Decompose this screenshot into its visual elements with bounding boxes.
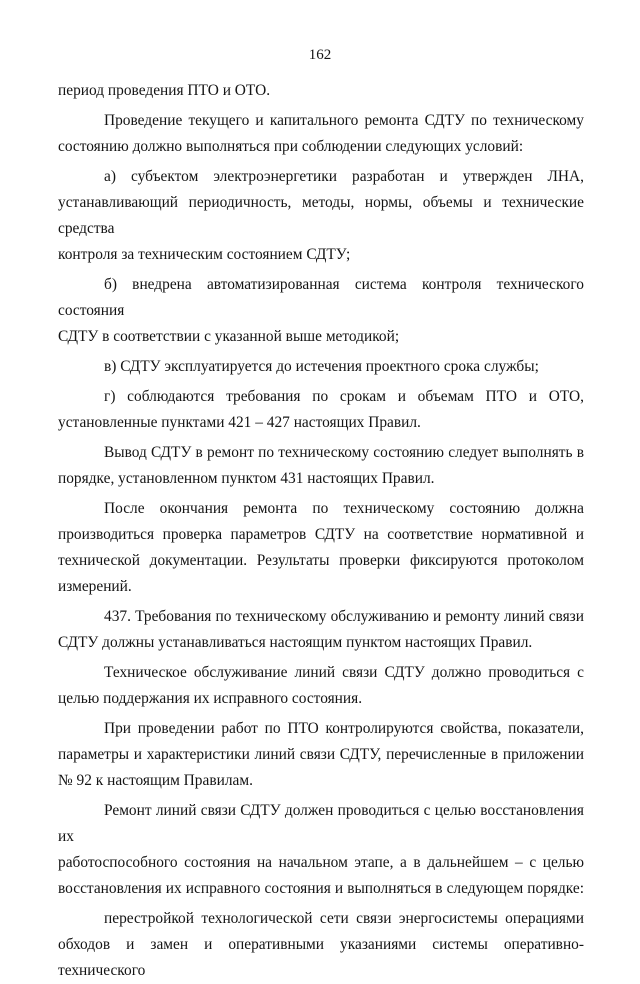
text-line: 437. Требования по техническому обслуживанию и ремонту линий связи: [104, 608, 584, 625]
text-line: № 92 к настоящим Правилам.: [58, 772, 253, 789]
page-number: 162: [308, 47, 332, 63]
text-line: При проведении работ по ПТО контролируются свойства, показатели,: [104, 720, 584, 737]
text-line: б) внедрена автоматизированная система контроля технического состояния: [58, 276, 584, 319]
text-line: измерений.: [58, 578, 132, 595]
document-body: [58, 78, 584, 984]
text-line: параметры и характеристики линий связи СДТУ, перечисленные в приложении: [58, 746, 584, 763]
text-line: порядке, установленном пунктом 431 настоящих Правил.: [58, 470, 435, 487]
text-line: а) субъектом электроэнергетики разработан и утвержден ЛНА,: [104, 168, 584, 185]
text-line: восстановления их исправного состояния и выполняться в следующем порядке:: [58, 880, 584, 897]
text-line: Вывод СДТУ в ремонт по техническому состоянию следует выполнять в: [104, 444, 584, 461]
text-line: После окончания ремонта по техническому состоянию должна: [104, 500, 584, 517]
text-line: Проведение текущего и капитального ремонта СДТУ по техническому: [104, 112, 584, 129]
text-line: СДТУ в соответствии с указанной выше методикой;: [58, 328, 400, 345]
text-line: технической документации. Результаты проверки фиксируются протоколом: [58, 552, 584, 569]
text-line: перестройкой технологической сети связи энергосистемы операциями: [104, 910, 584, 927]
text-line: устанавливающий периодичность, методы, нормы, объемы и технические средства: [58, 194, 584, 237]
text-line: период проведения ПТО и ОТО.: [58, 82, 271, 99]
text-line: производиться проверка параметров СДТУ на соответствие нормативной и: [58, 526, 584, 543]
text-line: контроля за техническим состоянием СДТУ;: [58, 246, 351, 263]
text-line: работоспособного состояния на начальном этапе, а в дальнейшем – с целью: [58, 854, 584, 871]
text-line: г) соблюдаются требования по срокам и объемам ПТО и ОТО,: [104, 388, 584, 405]
text-line: Техническое обслуживание линий связи СДТУ должно проводиться с: [104, 664, 584, 681]
text-line: Ремонт линий связи СДТУ должен проводиться с целью восстановления их: [58, 802, 584, 845]
text-line: состоянию должно выполняться при соблюдении следующих условий:: [58, 138, 524, 155]
text-line: СДТУ должны устанавливаться настоящим пунктом настоящих Правил.: [58, 634, 533, 651]
text-line: обходов и замен и оперативными указаниями системы оперативно-технического: [58, 936, 584, 979]
text-line: установленные пунктами 421 – 427 настоящих Правил.: [58, 414, 421, 431]
text-line: в) СДТУ эксплуатируется до истечения проектного срока службы;: [104, 358, 539, 375]
text-line: целью поддержания их исправного состояния.: [58, 690, 363, 707]
